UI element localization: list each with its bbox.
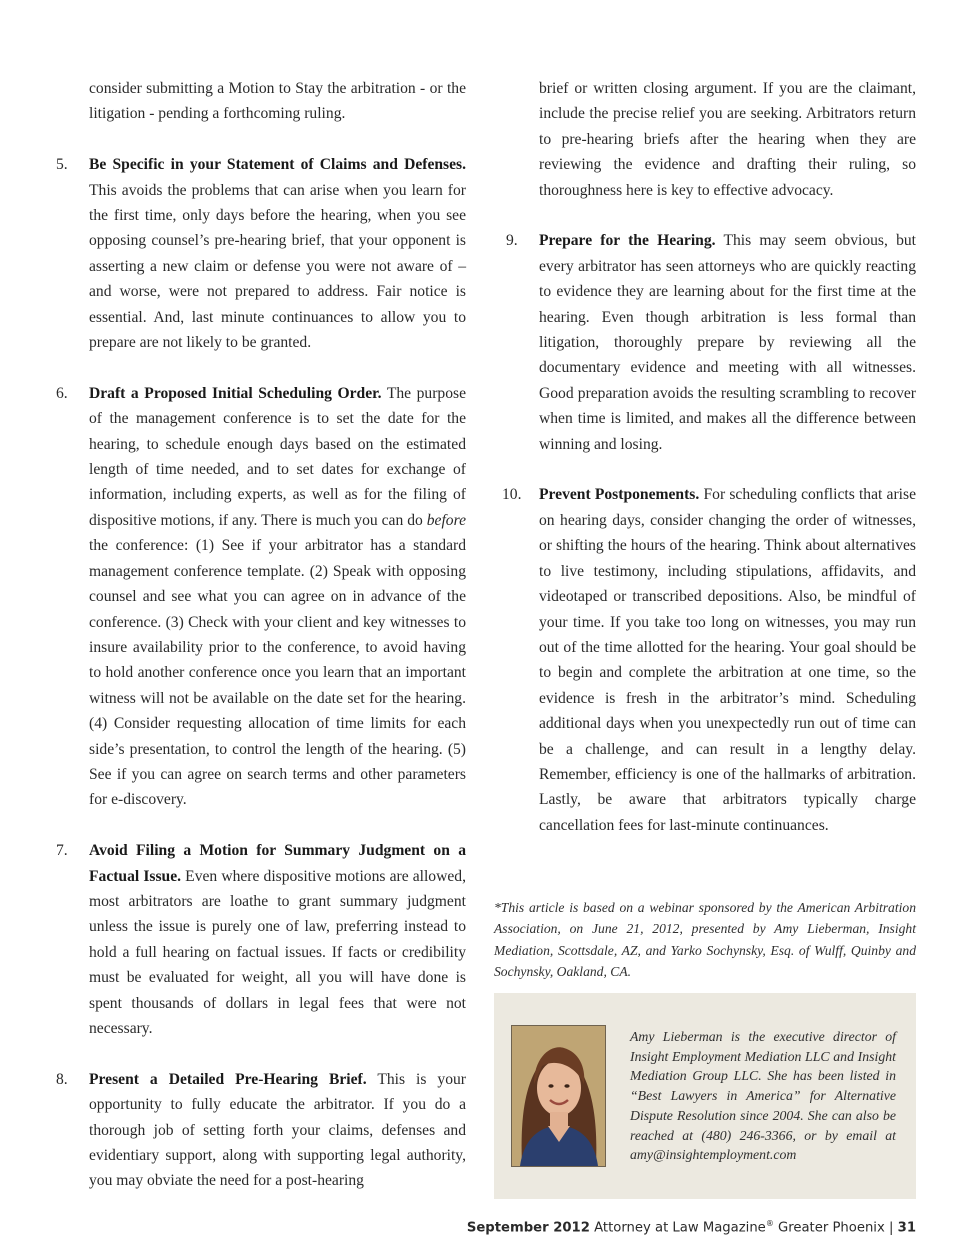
- item-body: This is your opportunity to fully educate the arbitrator. If you do a thorough job of setting forth your claims, defenses and evidentiary support, along with supporting legal authority, you may obviate the need for a post-hearing: [89, 1070, 466, 1190]
- page-footer: [467, 1219, 916, 1235]
- list-item-9: [506, 228, 916, 457]
- author-bio-box: [494, 993, 916, 1199]
- item-number: 7.: [56, 842, 68, 860]
- footer-separator: |: [888, 1220, 894, 1236]
- item-heading: Be Specific in your Statement of Claims and Defenses.: [89, 156, 466, 174]
- list-item-6: [56, 381, 466, 813]
- list-item-5: [56, 152, 466, 355]
- item-number: 5.: [56, 156, 68, 174]
- item-body-emphasis: before: [426, 511, 466, 529]
- list-item-8: [56, 1067, 466, 1194]
- list-item-10: [502, 482, 916, 838]
- item-number: 10.: [502, 486, 522, 504]
- registered-mark: ®: [765, 1219, 774, 1228]
- item-body-continued: the conference: (1) See if your arbitrator has a standard management conference template. (2) Speak with opposing counsel and see what you can agree on in advance of the conference. (3) Check with your client and key witnesses to insure availability prior to the conference, to avoid having to hold another conference once you learn that an important witness will not be available on the date set for the hearing. (4) Consider requesting allocation of time limits for each side’s presentation, to control the length of the hearing. (5) See if you can agree on search terms and other parameters for e-discovery.: [89, 537, 466, 809]
- continuation-paragraph: brief or written closing argument. If you are the claimant, include the precise relief you are seeking. Arbitrators return to pre-hearing briefs after the hearing when they are reviewing the evidence and drafting their ruling, so thoroughness here is key to effective advocacy.: [539, 80, 916, 199]
- author-photo: [511, 1025, 606, 1167]
- item-body: Even where dispositive motions are allowed, most arbitrators are loathe to grant summary judgment unless the issue is purely one of law, preferring instead to hold a full hearing on factual issues. If facts or credibility must be evaluated for weight, all you will have done is spent thousands of dollars in legal fees that were not necessary.: [89, 867, 466, 1037]
- item-body: For scheduling conflicts that arise on hearing days, consider changing the order of witnesses, or shifting the hours of the hearing. Think about alternatives to live testimony, including stipulations, affidavits, and videotaped or transcribed depositions. Also, be mindful of your time. If you take too long on witnesses, you may run out of the time allotted for the hearing. Your goal should be to begin and complete the arbitration at one time, so the evidence is fresh in the arbitrator’s mind. Scheduling additional days when you unexpectedly run out of time can be a challenge, and can result in a lengthy delay. Remember, efficiency is one of the hallmarks of arbitration. Lastly, be aware that arbitrators typically charge cancellation fees for last-minute continuances.: [539, 486, 916, 834]
- item-number: 6.: [56, 384, 68, 402]
- item-heading: Prevent Postponements.: [539, 486, 700, 504]
- item-heading: Draft a Proposed Initial Scheduling Order.: [89, 384, 382, 402]
- page-number: 31: [897, 1220, 916, 1236]
- item-body: This avoids the problems that can arise when you learn for the first time, only days before the hearing, when you see opposing counsel’s pre-hearing brief, that your opponent is asserting a new claim or defense you were not aware of – and worse, were not prepared to address. Fair notice is essential. And, last minute continuances to allow you to prepare are not likely to be granted.: [89, 181, 466, 352]
- item-body: This may seem obvious, but every arbitrator has seen attorneys who are quickly reacting to evidence they are learning about for the first time at the hearing. Even though arbitration is less formal than litigation, thoroughly prepare by reviewing all the documentary evidence and meeting with all witnesses. Good preparation avoids the resulting scrambling to recover when time is limited, and makes all the difference between winning and losing.: [539, 232, 916, 453]
- item-body: The purpose of the management conference is to set the date for the hearing, to schedule enough days based on the estimated length of time needed, and to set dates for exchange of information, including experts, as well as for the filing of dispositive motions, if any. There is much you can do: [89, 384, 466, 529]
- author-bio-text: Amy Lieberman is the executive director of Insight Employment Mediation LLC and Insight Mediation Group LLC. She has been listed in “Best Lawyers in America” for Alternative Dispute Resolution since 2004. She can also be reached at (480) 246-3366, or by email at amy@insightemployment.com: [630, 1029, 896, 1163]
- item-number: 9.: [506, 232, 518, 250]
- footer-issue-date: September 2012: [466, 1220, 590, 1236]
- item-heading: Prepare for the Hearing.: [539, 232, 716, 250]
- author-portrait-illustration: [512, 1026, 605, 1166]
- footer-magazine-name: Attorney at Law Magazine: [594, 1220, 766, 1236]
- item-heading: Avoid Filing a Motion for Summary Judgment on a Factual Issue.: [89, 842, 466, 885]
- list-item-7: [56, 838, 466, 1041]
- item-number: 8.: [56, 1070, 68, 1088]
- footer-edition: Greater Phoenix: [778, 1220, 885, 1236]
- article-credit-note: *This article is based on a webinar sponsored by the American Arbitration Association, on June 21, 2012, presented by Amy Lieberman, Insight Mediation, Scottsdale, AZ, and Yarko Sochynsky, Esq. of Wulff, Quinby and Sochynsky, Oakland, CA.: [494, 900, 916, 979]
- item-heading: Present a Detailed Pre-Hearing Brief.: [89, 1070, 367, 1088]
- left-column: [56, 76, 466, 1194]
- intro-paragraph: consider submitting a Motion to Stay the arbitration - or the litigation - pending a forthcoming ruling.: [89, 80, 466, 123]
- right-column: [502, 76, 916, 838]
